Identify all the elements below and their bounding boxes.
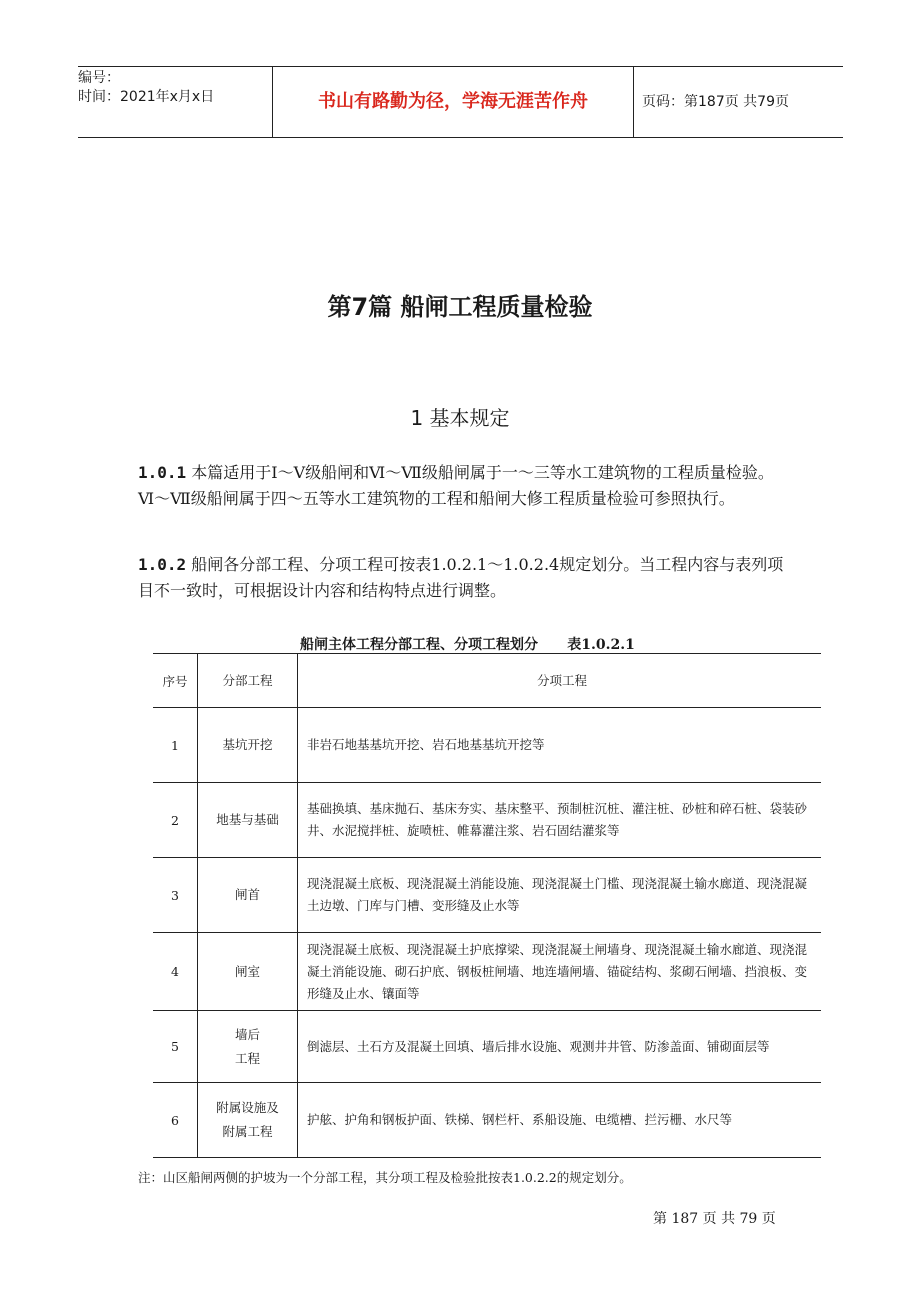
- clause-1-0-1: [138, 460, 788, 512]
- document-header: [78, 66, 843, 138]
- table-row: [153, 708, 821, 783]
- row-number: 3: [153, 858, 198, 933]
- row-part: 附属设施及 附属工程: [198, 1083, 298, 1158]
- time-label: 时间：2021年x月x日: [78, 89, 215, 105]
- row-part: 地基与基础: [198, 783, 298, 858]
- document-title: 第7篇 船闸工程质量检验: [327, 293, 593, 321]
- column-header-no: 序号: [153, 654, 198, 708]
- table-row: [153, 1083, 821, 1158]
- section-heading: 1 基本规定: [410, 406, 510, 430]
- row-part: 墙后 工程: [198, 1011, 298, 1083]
- page-footer: 第 187 页 共 79 页: [653, 1211, 776, 1227]
- number-label: 编号：: [78, 70, 120, 86]
- clause-1-0-2: [138, 552, 788, 604]
- table-header-row: [153, 654, 821, 708]
- row-items: 基础换填、基床抛石、基床夯实、基床整平、预制桩沉桩、灌注桩、砂桩和碎石桩、袋装砂井、水泥搅拌桩、旋喷桩、帷幕灌注浆、岩石固结灌浆等: [298, 783, 822, 858]
- clause-text: 本篇适用于Ⅰ～Ⅴ级船闸和Ⅵ～Ⅶ级船闸属于一～三等水工建筑物的工程质量检验。Ⅵ～Ⅶ级船闸属于四～五等水工建筑物的工程和船闸大修工程质量检验可参照执行。: [138, 463, 774, 508]
- division-table: [153, 653, 821, 1158]
- row-part: 闸首: [198, 858, 298, 933]
- row-number: 2: [153, 783, 198, 858]
- row-items: 现浇混凝土底板、现浇混凝土消能设施、现浇混凝土门槛、现浇混凝土输水廊道、现浇混凝土边墩、门库与门槽、变形缝及止水等: [298, 858, 822, 933]
- row-items: 现浇混凝土底板、现浇混凝土护底撑梁、现浇混凝土闸墙身、现浇混凝土输水廊道、现浇混凝土消能设施、砌石护底、钢板桩闸墙、地连墙闸墙、锚碇结构、浆砌石闸墙、挡浪板、变形缝及止水、镶面等: [298, 933, 822, 1011]
- row-items: 倒滤层、土石方及混凝土回填、墙后排水设施、观测井井管、防渗盖面、铺砌面层等: [298, 1011, 822, 1083]
- table-row: [153, 933, 821, 1011]
- table-caption: 船闸主体工程分部工程、分项工程划分 表1.0.2.1: [300, 637, 635, 653]
- row-number: 5: [153, 1011, 198, 1083]
- column-header-items: 分项工程: [298, 654, 822, 708]
- table-note: 注：山区船闸两侧的护坡为一个分部工程，其分项工程及检验批按表1.0.2.2的规定划分。: [138, 1170, 632, 1185]
- row-part: 闸室: [198, 933, 298, 1011]
- row-part: 基坑开挖: [198, 708, 298, 783]
- clause-number: 1.0.1: [138, 463, 187, 482]
- clause-number: 1.0.2: [138, 555, 187, 574]
- table-row: [153, 783, 821, 858]
- table-row: [153, 858, 821, 933]
- clause-text: 船闸各分部工程、分项工程可按表1.0.2.1～1.0.2.4规定划分。当工程内容与表列项目不一致时，可根据设计内容和结构特点进行调整。: [138, 555, 784, 600]
- table-row: [153, 1011, 821, 1083]
- row-number: 4: [153, 933, 198, 1011]
- column-header-part: 分部工程: [198, 654, 298, 708]
- row-items: 护舷、护角和钢板护面、铁梯、钢栏杆、系船设施、电缆槽、拦污栅、水尺等: [298, 1083, 822, 1158]
- header-page-info: 页码：第187页 共79页: [642, 94, 789, 110]
- row-number: 1: [153, 708, 198, 783]
- header-motto: 书山有路勤为径，学海无涯苦作舟: [272, 67, 634, 137]
- row-items: 非岩石地基基坑开挖、岩石地基基坑开挖等: [298, 708, 822, 783]
- row-number: 6: [153, 1083, 198, 1158]
- header-meta: [78, 67, 272, 139]
